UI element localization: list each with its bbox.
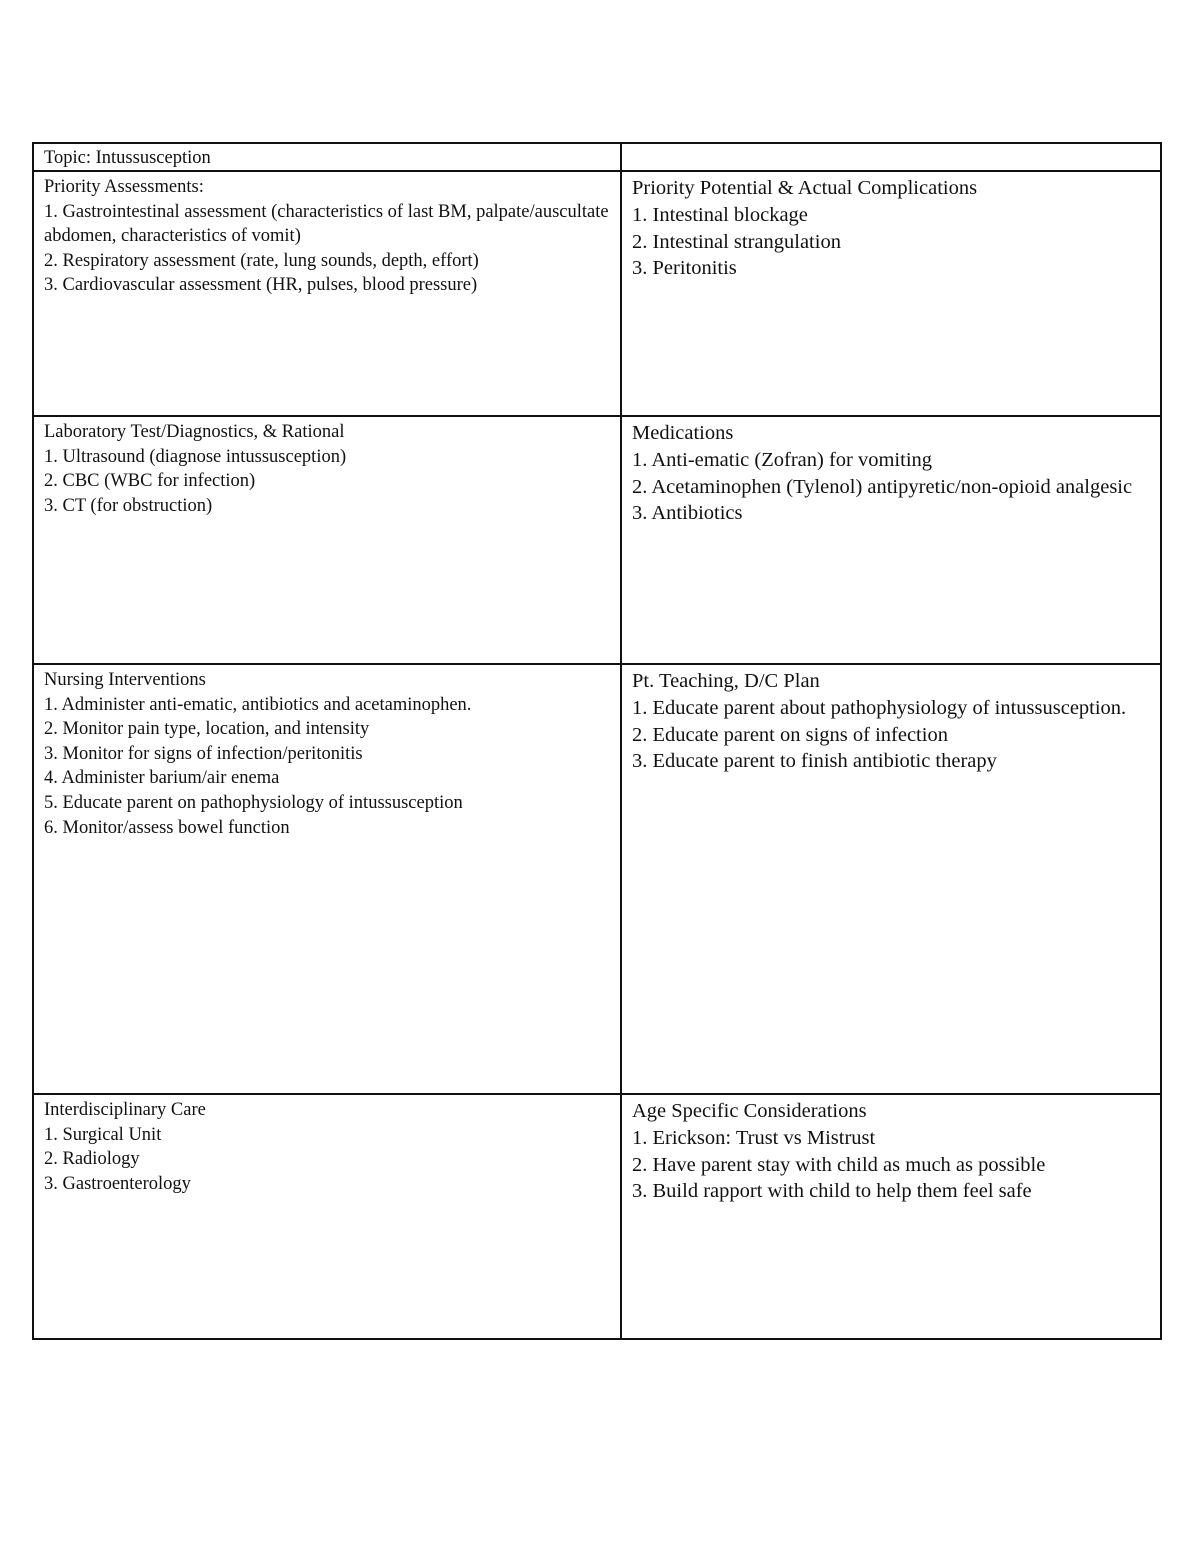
interdisciplinary-cell <box>33 1094 621 1339</box>
list-item: 3. Gastroenterology <box>44 1173 191 1194</box>
medications-cell <box>621 416 1161 664</box>
list-item: 6. Monitor/assess bowel function <box>44 817 290 838</box>
list-item: 5. Educate parent on pathophysiology of intussusception <box>44 792 463 813</box>
list-item: 3. CT (for obstruction) <box>44 495 213 516</box>
list-item: 2. Have parent stay with child as much as possible <box>632 1153 1046 1176</box>
medications-heading: Medications <box>632 422 734 444</box>
list-item: 3. Educate parent to finish antibiotic therapy <box>632 750 997 773</box>
nursing-interventions-cell <box>33 664 621 1094</box>
empty-topic-cell <box>621 143 1161 171</box>
list-item: 1. Erickson: Trust vs Mistrust <box>632 1126 876 1149</box>
list-item: 1. Ultrasound (diagnose intussusception) <box>44 446 347 467</box>
list-item: 2. Educate parent on signs of infection <box>632 723 948 746</box>
list-item: 1. Educate parent about pathophysiology of intussusception. <box>632 696 1127 719</box>
priority-assessments-cell <box>33 171 621 416</box>
list-item: 3. Monitor for signs of infection/peritonitis <box>44 743 363 764</box>
lab-tests-heading: Laboratory Test/Diagnostics, & Rational <box>44 422 345 442</box>
topic-cell <box>33 143 621 171</box>
table-row <box>33 171 1161 416</box>
list-item: 2. Respiratory assessment (rate, lung sounds, depth, effort) <box>44 250 479 271</box>
lab-tests-cell <box>33 416 621 664</box>
list-item: 1. Surgical Unit <box>44 1124 162 1145</box>
list-item: 1. Intestinal blockage <box>632 203 808 226</box>
complications-cell <box>621 171 1161 416</box>
teaching-heading: Pt. Teaching, D/C Plan <box>632 670 820 692</box>
age-specific-cell <box>621 1094 1161 1339</box>
list-item: 2. Radiology <box>44 1149 140 1170</box>
interdisciplinary-heading: Interdisciplinary Care <box>44 1100 206 1120</box>
list-item: 3. Cardiovascular assessment (HR, pulses, blood pressure) <box>44 275 478 296</box>
complications-heading: Priority Potential & Actual Complications <box>632 177 978 199</box>
list-item: 3. Antibiotics <box>632 502 743 525</box>
table-row <box>33 143 1161 171</box>
table-row <box>33 664 1161 1094</box>
list-item: 1. Administer anti-ematic, antibiotics and acetaminophen. <box>44 694 472 715</box>
table-row <box>33 416 1161 664</box>
list-item: 4. Administer barium/air enema <box>44 768 280 789</box>
care-plan-table <box>32 142 1162 1340</box>
list-item: 1. Gastrointestinal assessment (characteristics of last BM, palpate/auscultate abdomen, characteristics of vomit) <box>44 201 609 247</box>
nursing-interventions-heading: Nursing Interventions <box>44 670 206 690</box>
teaching-cell <box>621 664 1161 1094</box>
list-item: 2. Acetaminophen (Tylenol) antipyretic/non-opioid analgesic <box>632 475 1133 498</box>
list-item: 1. Anti-ematic (Zofran) for vomiting <box>632 448 933 471</box>
priority-assessments-heading: Priority Assessments: <box>44 177 204 197</box>
list-item: 3. Build rapport with child to help them feel safe <box>632 1180 1032 1203</box>
table-row <box>33 1094 1161 1339</box>
age-specific-heading: Age Specific Considerations <box>632 1100 867 1122</box>
list-item: 3. Peritonitis <box>632 257 737 280</box>
list-item: 2. Intestinal strangulation <box>632 230 841 253</box>
list-item: 2. CBC (WBC for infection) <box>44 471 256 492</box>
topic-title: Topic: Intussusception <box>44 148 211 168</box>
list-item: 2. Monitor pain type, location, and intensity <box>44 719 370 740</box>
